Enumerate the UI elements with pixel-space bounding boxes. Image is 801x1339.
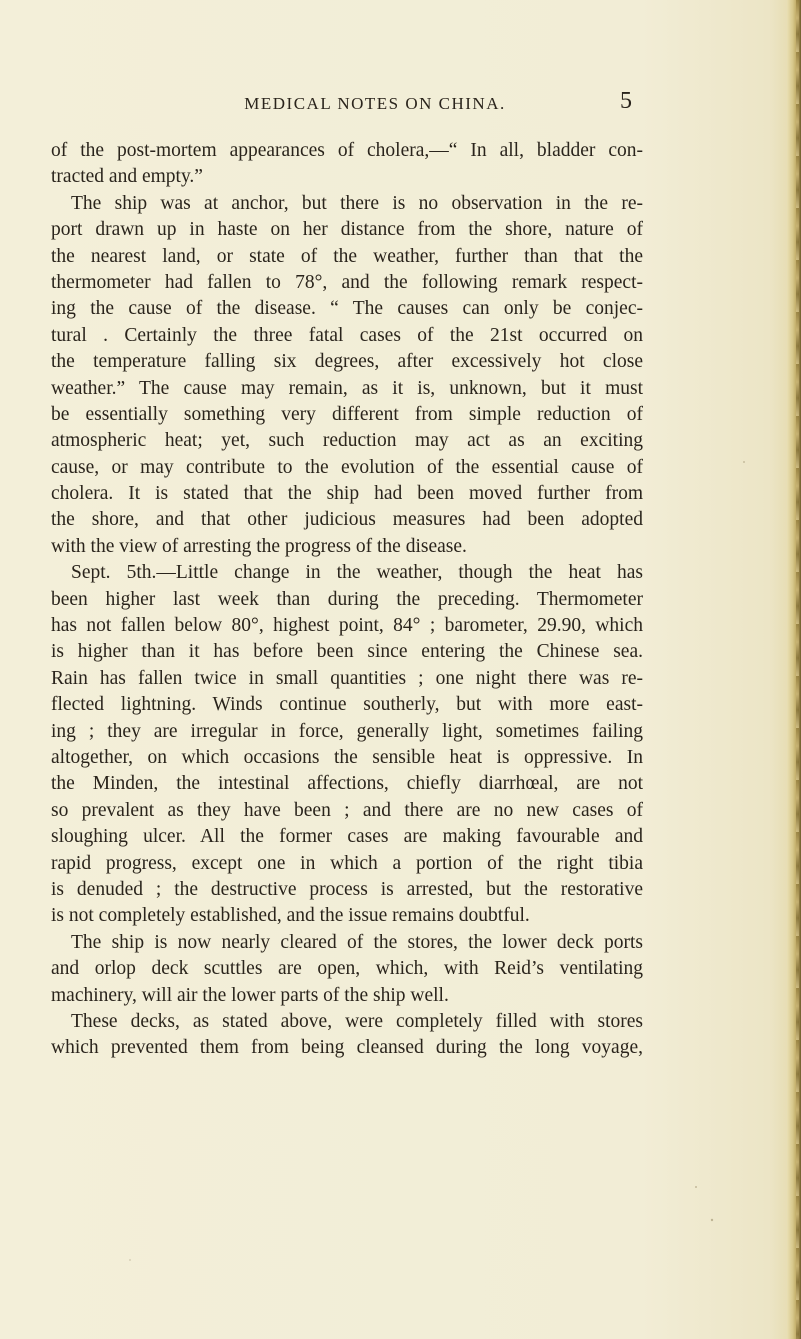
text-line: ing the cause of the disease. “ The causes can only be conjec- [51,298,643,320]
text-line: has not fallen below 80°, highest point, 84° ; barometer, 29.90, which [51,615,643,637]
text-line: of the post-mortem appearances of cholera,—“ In all, bladder con- [51,140,643,161]
text-line: the Minden, the intestinal affections, chiefly diarrhœal, are not [51,773,643,795]
text-line: and orlop deck scuttles are open, which, with Reid’s ventilating [51,958,643,980]
text-line: be essentially something very different from simple reduction of [51,403,643,425]
text-line: The ship is now nearly cleared of the stores, the lower deck ports [71,931,643,953]
text-line: These decks, as stated above, were completely filled with stores [71,1010,643,1032]
text-line: cholera. It is stated that the ship had been moved further from [51,483,643,505]
running-head-title: MEDICAL NOTES ON CHINA. [244,94,506,113]
text-line: is higher than it has before been since entering the Chinese sea. [51,641,643,663]
text-line: port drawn up in haste on her distance from the shore, nature of [51,219,643,241]
body-text [51,138,643,1062]
text-line: sloughing ulcer. All the former cases are making favourable and [51,826,643,848]
text-line: the nearest land, or state of the weather, further than that the [51,245,643,267]
text-line: been higher last week than during the preceding. Thermometer [51,588,643,610]
text-line: atmospheric heat; yet, such reduction may act as an exciting [51,430,643,452]
text-line: Sept. 5th.—Little change in the weather, though the heat has [71,562,643,584]
text-line: tural . Certainly the three fatal cases of the 21st occurred on [51,324,643,346]
page-number: 5 [620,88,632,114]
text-line: is denuded ; the destructive process is arrested, but the restorative [51,878,643,900]
text-line: which prevented them from being cleansed during the long voyage, [51,1037,643,1059]
text-line: so prevalent as they have been ; and there are no new cases of [51,799,643,821]
text-line: cause, or may contribute to the evolution of the essential cause of [51,456,643,478]
text-line: with the view of arresting the progress of the disease. [51,535,467,557]
text-line: the temperature falling six degrees, after excessively hot close [51,351,643,373]
text-line: The ship was at anchor, but there is no observation in the re- [71,192,643,214]
text-line: machinery, will air the lower parts of the ship well. [51,984,449,1006]
text-line: altogether, on which occasions the sensible heat is oppressive. In [51,746,643,768]
text-line: flected lightning. Winds continue southerly, but with more east- [51,694,643,716]
text-line: ing ; they are irregular in force, generally light, sometimes failing [51,720,643,742]
text-line: Rain has fallen twice in small quantities ; one night there was re- [51,667,643,689]
text-line: weather.” The cause may remain, as it is, unknown, but it must [51,377,643,399]
text-line: rapid progress, except one in which a portion of the right tibia [51,852,643,874]
book-binding-edge [787,0,801,1339]
text-line: the shore, and that other judicious measures had been adopted [51,509,643,531]
text-line: tracted and empty.” [51,166,203,188]
text-line: thermometer had fallen to 78°, and the following remark respect- [51,271,643,293]
text-line: is not completely established, and the issue remains doubtful. [51,905,530,927]
running-head [0,88,801,118]
